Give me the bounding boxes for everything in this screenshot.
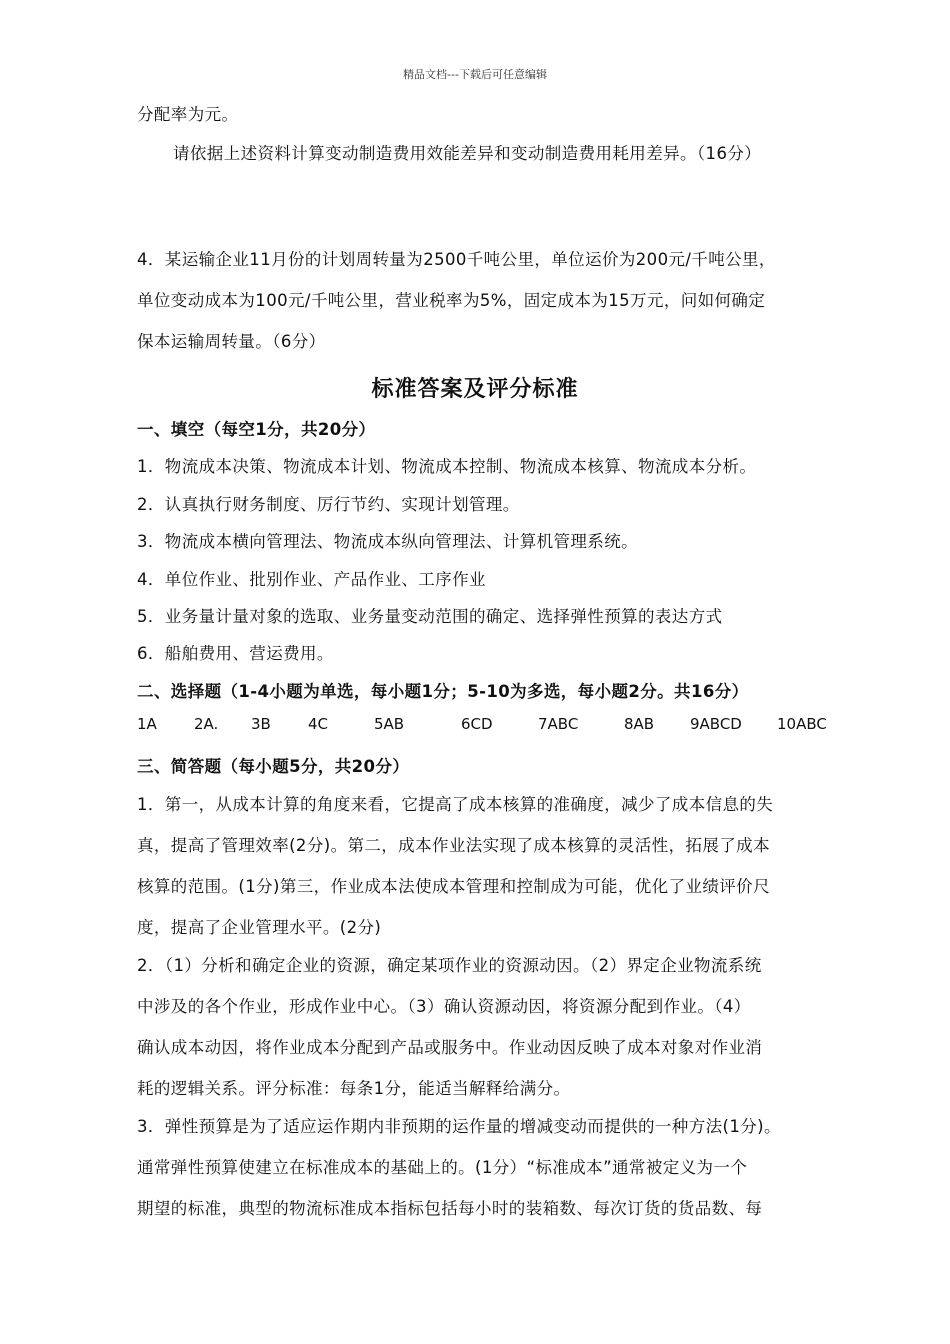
section3-line: 中涉及的各个作业，形成作业中心。（3）确认资源动因，将资源分配到作业。（4） [137,997,751,1016]
section1-item: 4．单位作业、批别作业、产品作业、工序作业 [137,570,486,589]
section3-heading: 三、简答题（每小题5分，共20分） [137,757,410,776]
choice-answers [137,715,857,737]
section3-line: 3．弹性预算是为了适应运作期内非预期的运作量的增减变动而提供的一种方法(1分)。 [137,1117,781,1136]
choice-answer: 3B [251,715,271,733]
page-header: 精品文档---下载后可任意编辑 [403,68,547,81]
section3-line: 通常弹性预算使建立在标准成本的基础上的。(1分）“标准成本”通常被定义为一个 [137,1158,748,1177]
section1-heading: 一、填空（每空1分，共20分） [137,420,376,439]
choice-answer: 8AB [624,715,655,733]
section3-line: 度，提高了企业管理水平。(2分) [137,918,382,937]
choice-answer: 4C [308,715,329,733]
intro-line-2: 请依据上述资料计算变动制造费用效能差异和变动制造费用耗用差异。（16分） [173,144,762,163]
section1-item: 5．业务量计量对象的选取、业务量变动范围的确定、选择弹性预算的表达方式 [137,607,723,626]
section3-line: 期望的标准，典型的物流标准成本指标包括每小时的装箱数、每次订货的货品数、每 [137,1199,763,1218]
choice-answer: 7ABC [538,715,579,733]
section1-item: 1．物流成本决策、物流成本计划、物流成本控制、物流成本核算、物流成本分析。 [137,457,757,476]
choice-answer: 1A [137,715,157,733]
choice-answer: 5AB [374,715,405,733]
choice-answer: 9ABCD [690,715,742,733]
choice-answer: 6CD [461,715,493,733]
section3-line: 1．第一，从成本计算的角度来看，它提高了成本核算的准确度，减少了成本信息的失 [137,795,774,814]
choice-answer: 10ABC [777,715,827,733]
section1-item: 6．船舶费用、营运费用。 [137,644,334,663]
intro-line-1: 分配率为元。 [137,105,239,124]
answer-title: 标准答案及评分标准 [371,377,579,402]
section3-line: 耗的逻辑关系。评分标准：每条1分，能适当解释给满分。 [137,1079,571,1098]
choice-answer: 2A. [194,715,219,733]
section1-item: 3．物流成本横向管理法、物流成本纵向管理法、计算机管理系统。 [137,532,638,551]
section1-item: 2．认真执行财务制度、厉行节约、实现计划管理。 [137,495,520,514]
section3-line: 确认成本动因，将作业成本分配到产品或服务中。作业动因反映了成本对象对作业消 [137,1038,763,1057]
section2-heading: 二、选择题（1-4小题为单选，每小题1分；5-10为多选，每小题2分。共16分） [137,682,749,701]
question4-line-1: 4．某运输企业11月份的计划周转量为2500千吨公里，单位运价为200元/千吨公里， [137,250,776,269]
section3-line: 2．（1）分析和确定企业的资源，确定某项作业的资源动因。（2）界定企业物流系统 [137,956,762,975]
question4-line-3: 保本运输周转量。（6分） [137,332,326,351]
section3-line: 真，提高了管理效率(2分)。第二，成本作业法实现了成本核算的灵活性，拓展了成本 [137,836,770,855]
question4-line-2: 单位变动成本为100元/千吨公里，营业税率为5%，固定成本为15万元，问如何确定 [137,291,766,310]
section3-line: 核算的范围。(1分)第三，作业成本法使成本管理和控制成为可能，优化了业绩评价尺 [137,877,770,896]
